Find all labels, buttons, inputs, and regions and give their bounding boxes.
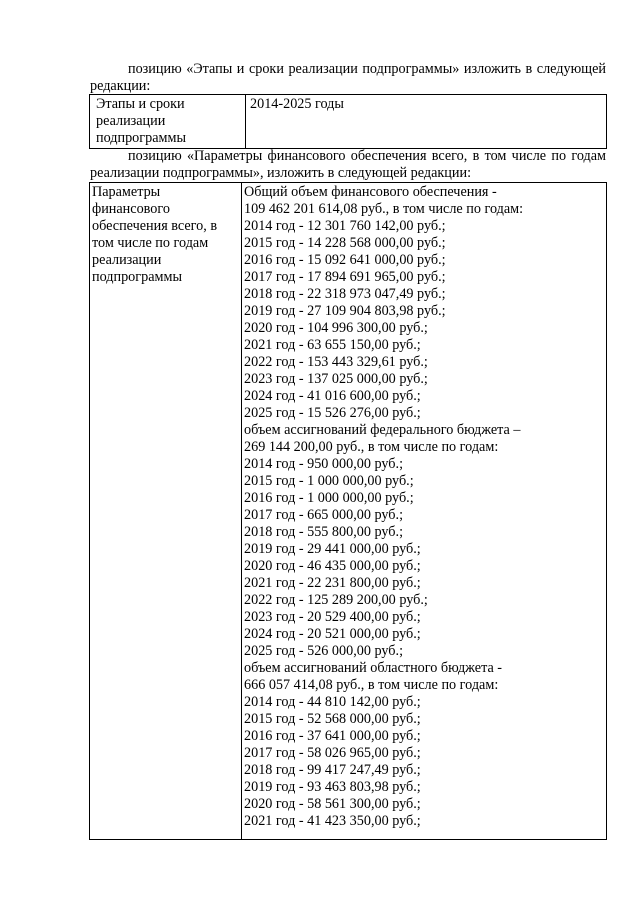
stages-value-cell: 2014-2025 годы bbox=[246, 95, 607, 149]
finance-line: 2025 год - 15 526 276,00 руб.; bbox=[244, 405, 421, 421]
finance-line: 2019 год - 27 109 904 803,98 руб.; bbox=[244, 303, 446, 319]
finance-line: 2015 год - 52 568 000,00 руб.; bbox=[244, 711, 421, 727]
finance-line: объем ассигнований областного бюджета - bbox=[244, 660, 503, 676]
table-row bbox=[90, 183, 607, 840]
finance-line: 2014 год - 950 000,00 руб.; bbox=[244, 456, 404, 472]
finance-line: 2020 год - 58 561 300,00 руб.; bbox=[244, 796, 421, 812]
finance-line: 2020 год - 104 996 300,00 руб.; bbox=[244, 320, 428, 336]
finance-line: 2017 год - 17 894 691 965,00 руб.; bbox=[244, 269, 446, 285]
finance-line: 2021 год - 22 231 800,00 руб.; bbox=[244, 575, 421, 591]
finance-line: 2017 год - 665 000,00 руб.; bbox=[244, 507, 404, 523]
finance-line: 2023 год - 20 529 400,00 руб.; bbox=[244, 609, 421, 625]
finance-line: 2015 год - 14 228 568 000,00 руб.; bbox=[244, 235, 446, 251]
finance-line: 2023 год - 137 025 000,00 руб.; bbox=[244, 371, 428, 387]
finance-line: Общий объем финансового обеспечения - bbox=[244, 184, 497, 200]
finance-line: 2018 год - 22 318 973 047,49 руб.; bbox=[244, 286, 446, 302]
finance-line: 2019 год - 93 463 803,98 руб.; bbox=[244, 779, 421, 795]
finance-label-cell: Параметры финансового обеспечения всего, в том числе по годам реализации подпрограммы bbox=[90, 183, 242, 840]
finance-line: 2016 год - 15 092 641 000,00 руб.; bbox=[244, 252, 446, 268]
finance-line: 2015 год - 1 000 000,00 руб.; bbox=[244, 473, 414, 489]
table-row bbox=[90, 95, 607, 149]
finance-line: 2022 год - 125 289 200,00 руб.; bbox=[244, 592, 428, 608]
finance-line: 2016 год - 37 641 000,00 руб.; bbox=[244, 728, 421, 744]
finance-line: 2020 год - 46 435 000,00 руб.; bbox=[244, 558, 421, 574]
finance-line: 2021 год - 41 423 350,00 руб.; bbox=[244, 813, 421, 829]
stages-label-cell: Этапы и сроки реализации подпрограммы bbox=[90, 95, 246, 149]
stages-table bbox=[89, 94, 607, 149]
finance-line: 2021 год - 63 655 150,00 руб.; bbox=[244, 337, 421, 353]
finance-line: 2022 год - 153 443 329,61 руб.; bbox=[244, 354, 428, 370]
finance-line: 2014 год - 44 810 142,00 руб.; bbox=[244, 694, 421, 710]
finance-values-cell bbox=[242, 183, 607, 840]
finance-line: 2016 год - 1 000 000,00 руб.; bbox=[244, 490, 414, 506]
finance-line: 109 462 201 614,08 руб., в том числе по годам: bbox=[244, 201, 524, 217]
finance-line: 666 057 414,08 руб., в том числе по годам: bbox=[244, 677, 499, 693]
finance-line: 2024 год - 41 016 600,00 руб.; bbox=[244, 388, 421, 404]
finance-line: объем ассигнований федерального бюджета – bbox=[244, 422, 521, 438]
finance-line: 269 144 200,00 руб., в том числе по годам: bbox=[244, 439, 499, 455]
finance-line: 2018 год - 99 417 247,49 руб.; bbox=[244, 762, 421, 778]
finance-line: 2019 год - 29 441 000,00 руб.; bbox=[244, 541, 421, 557]
intro-finance-paragraph: позицию «Параметры финансового обеспечения всего, в том числе по годам реализации подпрограммы», изложить в следующей редакции: bbox=[90, 148, 606, 181]
finance-line: 2025 год - 526 000,00 руб.; bbox=[244, 643, 404, 659]
finance-line: 2017 год - 58 026 965,00 руб.; bbox=[244, 745, 421, 761]
finance-table bbox=[89, 182, 607, 840]
intro-stages-paragraph: позицию «Этапы и сроки реализации подпрограммы» изложить в следующей редакции: bbox=[90, 61, 606, 94]
finance-line: 2014 год - 12 301 760 142,00 руб.; bbox=[244, 218, 446, 234]
finance-line: 2024 год - 20 521 000,00 руб.; bbox=[244, 626, 421, 642]
finance-line: 2018 год - 555 800,00 руб.; bbox=[244, 524, 404, 540]
